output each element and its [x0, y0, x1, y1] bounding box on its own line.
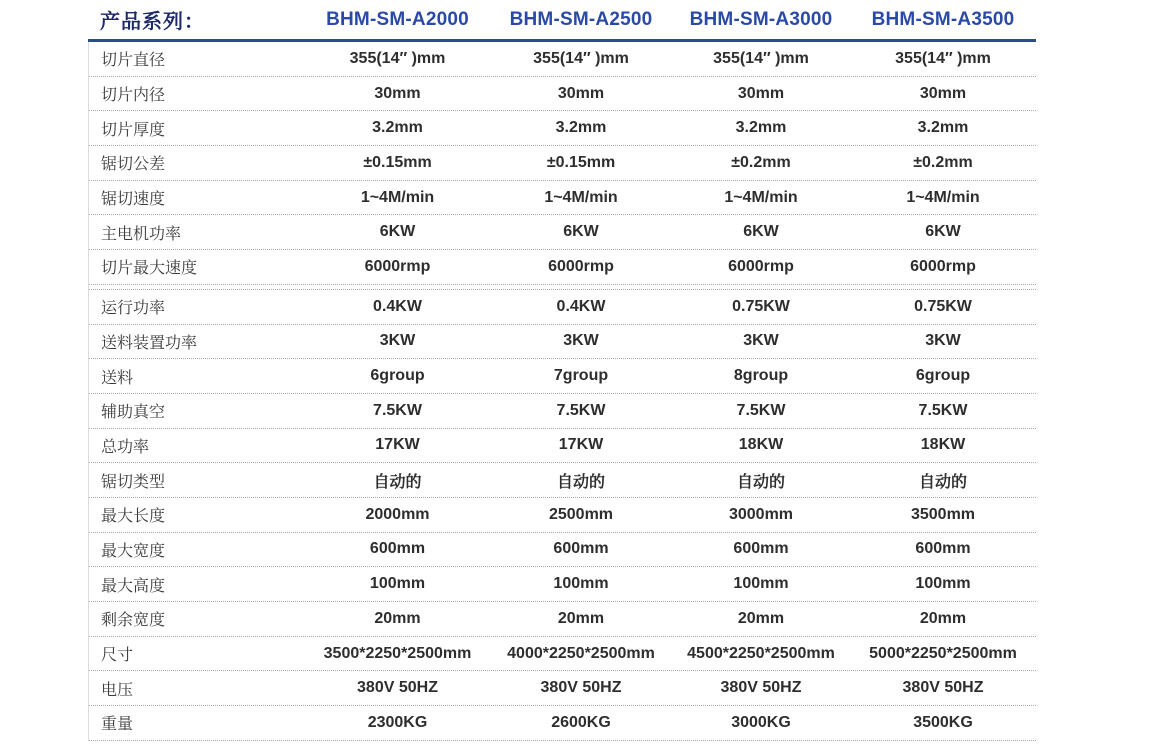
table-row — [89, 111, 1036, 146]
spec-value: 3500*2250*2500mm — [323, 644, 472, 662]
spec-value: 2600KG — [551, 713, 611, 731]
spec-value: 1~4M/min — [906, 188, 980, 206]
spec-label: 切片直径 — [101, 52, 166, 70]
spec-value: 6KW — [563, 223, 599, 241]
spec-value: ±0.2mm — [731, 153, 791, 171]
spec-value: 355(14″ )mm — [895, 49, 991, 67]
spec-label: 总功率 — [101, 438, 150, 456]
spec-value: 0.4KW — [373, 297, 422, 315]
spec-label: 最大长度 — [101, 508, 166, 526]
spec-value: 4000*2250*2500mm — [507, 644, 655, 662]
spec-value: 380V 50HZ — [902, 679, 984, 697]
spec-value: 20mm — [374, 609, 421, 627]
table-row — [89, 394, 1036, 429]
spec-value: 30mm — [737, 84, 785, 102]
spec-table — [88, 0, 1036, 741]
spec-value: 1~4M/min — [724, 188, 798, 206]
spec-label: 锯切类型 — [101, 473, 166, 491]
spec-value: 1~4M/min — [544, 188, 618, 206]
spec-value: 18KW — [920, 436, 966, 454]
table-row — [89, 215, 1036, 250]
spec-label: 送料装置功率 — [101, 334, 198, 352]
model-header-a3500: BHM-SM-A3500 — [871, 8, 1015, 30]
spec-value: 3.2mm — [555, 119, 607, 137]
spec-value: 20mm — [737, 609, 785, 627]
spec-value: 5000*2250*2500mm — [869, 644, 1017, 662]
spec-value: 2300KG — [367, 713, 428, 731]
spec-value: 100mm — [733, 575, 789, 593]
model-header-a2500: BHM-SM-A2500 — [509, 8, 653, 30]
spec-value: 3.2mm — [735, 119, 787, 137]
table-row — [89, 325, 1036, 360]
spec-value: 7.5KW — [918, 401, 968, 419]
spec-label: 切片最大速度 — [101, 260, 198, 278]
spec-value: 6KW — [743, 223, 779, 241]
spec-value: 3KW — [563, 332, 599, 350]
spec-value: 6KW — [925, 223, 961, 241]
spec-value: 600mm — [369, 540, 426, 558]
spec-value: 6KW — [379, 223, 416, 241]
spec-label: 送料 — [101, 369, 134, 387]
spec-value: 6000rmp — [364, 257, 431, 275]
spec-value: 3500mm — [910, 505, 976, 523]
spec-label: 最大高度 — [101, 577, 166, 595]
spec-value: 355(14″ )mm — [713, 49, 809, 67]
table-row — [89, 602, 1036, 637]
spec-label: 锯切公差 — [101, 156, 166, 174]
spec-value: 自动的 — [373, 473, 422, 491]
table-row — [89, 250, 1036, 285]
spec-value: 17KW — [375, 436, 420, 454]
spec-value: 6000rmp — [728, 257, 794, 275]
spec-label: 辅助真空 — [101, 404, 166, 422]
spec-label: 主电机功率 — [101, 225, 182, 243]
table-row — [89, 77, 1036, 112]
spec-value: 6group — [370, 367, 425, 385]
spec-value: 2500mm — [548, 505, 614, 523]
table-row — [89, 533, 1036, 568]
spec-value: 30mm — [557, 84, 605, 102]
spec-value: 3.2mm — [917, 119, 969, 137]
table-row — [89, 429, 1036, 464]
spec-value: 100mm — [369, 575, 426, 593]
spec-value: 380V 50HZ — [357, 679, 438, 697]
spec-label: 切片厚度 — [101, 121, 166, 139]
model-header-a2000: BHM-SM-A2000 — [326, 8, 469, 30]
model-header-a3000: BHM-SM-A3000 — [689, 8, 833, 30]
spec-value: 355(14″ )mm — [349, 49, 446, 67]
table-row — [89, 42, 1036, 77]
spec-value: 4500*2250*2500mm — [687, 644, 835, 662]
table-row — [89, 290, 1036, 325]
spec-value: 2000mm — [365, 505, 430, 523]
table-row — [89, 463, 1036, 498]
spec-value: 0.75KW — [914, 297, 972, 315]
spec-value: 3KW — [379, 332, 416, 350]
spec-label: 电压 — [101, 681, 134, 699]
table-row — [89, 706, 1036, 741]
spec-value: ±0.2mm — [913, 153, 973, 171]
table-row — [89, 146, 1036, 181]
spec-value: ±0.15mm — [546, 153, 616, 171]
spec-value: 600mm — [553, 540, 609, 558]
spec-value: 7.5KW — [736, 401, 786, 419]
spec-value: 3.2mm — [372, 119, 423, 137]
spec-label: 最大宽度 — [101, 542, 166, 560]
table-row — [89, 671, 1036, 706]
spec-value: 1~4M/min — [360, 188, 435, 206]
spec-value: 6000rmp — [548, 257, 614, 275]
spec-value: 3KW — [743, 332, 779, 350]
spec-value: 380V 50HZ — [540, 679, 622, 697]
spec-value: 6000rmp — [910, 257, 976, 275]
spec-label: 锯切速度 — [101, 191, 166, 209]
spec-value: 30mm — [374, 84, 421, 102]
spec-value: 7.5KW — [556, 401, 606, 419]
spec-label: 尺寸 — [101, 647, 134, 665]
table-row — [89, 359, 1036, 394]
spec-value: 0.75KW — [732, 297, 790, 315]
spec-label: 重量 — [101, 716, 134, 734]
spec-value: 355(14″ )mm — [533, 49, 629, 67]
table-row — [89, 181, 1036, 216]
spec-value: 18KW — [738, 436, 784, 454]
series-title: 产品系列： — [100, 11, 205, 33]
spec-value: 0.4KW — [556, 297, 606, 315]
spec-value: 3KW — [925, 332, 961, 350]
spec-value: 600mm — [733, 540, 789, 558]
spec-value: 20mm — [557, 609, 605, 627]
spec-label: 剩余宽度 — [101, 612, 166, 630]
spec-value: 100mm — [553, 575, 609, 593]
spec-value: 自动的 — [556, 473, 605, 491]
table-row — [89, 637, 1036, 672]
spec-label: 运行功率 — [101, 300, 166, 318]
spec-value: 自动的 — [736, 473, 785, 491]
spec-value: 17KW — [558, 436, 604, 454]
spec-value: 100mm — [915, 575, 971, 593]
spec-value: 20mm — [919, 609, 967, 627]
spec-value: 6group — [915, 367, 971, 385]
spec-label: 切片内径 — [101, 87, 166, 105]
table-row — [89, 567, 1036, 602]
spec-value: 3500KG — [913, 713, 973, 731]
spec-value: 30mm — [919, 84, 967, 102]
spec-value: ±0.15mm — [363, 153, 432, 171]
spec-value: 7.5KW — [373, 401, 422, 419]
spec-value: 7group — [553, 367, 609, 385]
spec-value: 自动的 — [918, 473, 967, 491]
spec-value: 3000KG — [731, 713, 791, 731]
table-body — [88, 42, 1036, 741]
table-row — [89, 498, 1036, 533]
spec-value: 3000mm — [728, 505, 794, 523]
spec-value: 600mm — [915, 540, 971, 558]
spec-value: 8group — [733, 367, 789, 385]
table-header-row — [88, 0, 1036, 42]
spec-value: 380V 50HZ — [720, 679, 802, 697]
